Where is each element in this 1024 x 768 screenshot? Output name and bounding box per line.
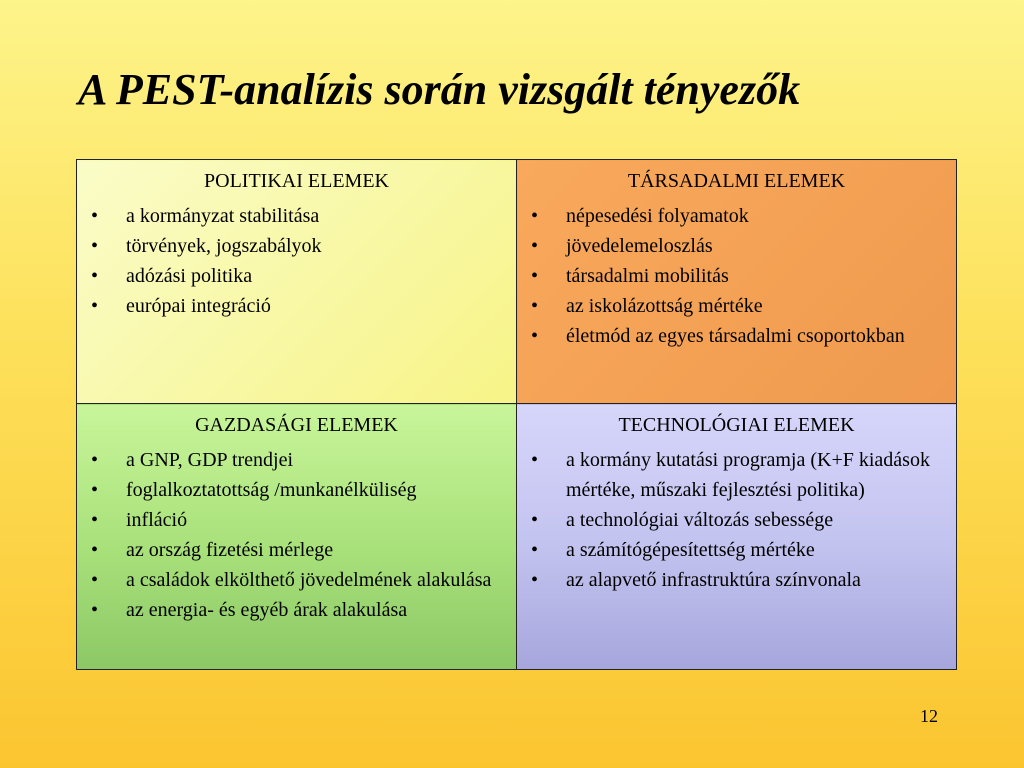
list-item: [85, 535, 508, 565]
list-item-text: jövedelemeloszlás: [566, 235, 713, 257]
list-item: [85, 505, 508, 535]
list-item-text: a számítógépesítettség mértéke: [566, 539, 815, 561]
bullet-icon: •: [91, 205, 99, 227]
list-item: [525, 565, 948, 595]
bullet-icon: •: [91, 295, 99, 317]
list-item: [85, 595, 508, 625]
list-item-text: a kormány kutatási programja (K+F kiadások mértéke, műszaki fejlesztési politika): [566, 449, 930, 501]
bullet-icon: •: [91, 449, 99, 471]
bullet-icon: •: [91, 599, 99, 621]
economic-factors-heading: GAZDASÁGI ELEMEK: [195, 414, 398, 436]
list-item-text: európai integráció: [126, 295, 271, 317]
list-item: [525, 261, 948, 291]
bullet-icon: •: [531, 205, 539, 227]
bullet-icon: •: [531, 539, 539, 561]
bullet-icon: •: [531, 265, 539, 287]
list-item-text: adózási politika: [126, 265, 253, 287]
list-item-text: a technológiai változás sebessége: [566, 509, 834, 531]
political-factors-heading: POLITIKAI ELEMEK: [204, 170, 389, 192]
list-item-text: a GNP, GDP trendjei: [126, 449, 294, 471]
political-factors-cell: [77, 160, 517, 404]
bullet-icon: •: [91, 479, 99, 501]
list-item-text: a kormányzat stabilitása: [126, 205, 320, 227]
economic-factors-list: [85, 445, 508, 625]
bullet-icon: •: [91, 265, 99, 287]
list-item-text: az iskolázottság mértéke: [566, 295, 763, 317]
list-item: [85, 261, 508, 291]
list-item: [525, 505, 948, 535]
bullet-icon: •: [531, 449, 539, 471]
list-item-text: a családok elkölthető jövedelmének alakulása: [126, 569, 492, 591]
technological-factors-cell: [517, 404, 957, 670]
list-item-text: az alapvető infrastruktúra színvonala: [566, 569, 861, 591]
list-item: [85, 445, 508, 475]
bullet-icon: •: [91, 235, 99, 257]
slide-title: A PEST-analízis során vizsgált tényezők: [78, 65, 801, 114]
list-item: [85, 231, 508, 261]
page-number: 12: [920, 706, 938, 726]
bullet-icon: •: [531, 325, 539, 347]
bullet-icon: •: [531, 509, 539, 531]
pest-analysis-table: [76, 159, 957, 670]
bullet-icon: •: [531, 295, 539, 317]
bullet-icon: •: [91, 509, 99, 531]
technological-factors-heading: TECHNOLÓGIAI ELEMEK: [618, 414, 855, 436]
social-factors-list: [525, 201, 948, 351]
list-item: [85, 201, 508, 231]
table-row: [77, 160, 957, 404]
list-item-text: társadalmi mobilitás: [566, 265, 729, 287]
list-item-text: törvények, jogszabályok: [126, 235, 322, 257]
social-factors-cell: [517, 160, 957, 404]
list-item: [525, 535, 948, 565]
bullet-icon: •: [91, 569, 99, 591]
bullet-icon: •: [531, 569, 539, 591]
bullet-icon: •: [531, 235, 539, 257]
economic-factors-cell: [77, 404, 517, 670]
list-item: [85, 565, 508, 595]
list-item-text: infláció: [126, 509, 188, 531]
list-item-text: népesedési folyamatok: [566, 205, 749, 227]
list-item-text: életmód az egyes társadalmi csoportokban: [566, 325, 905, 347]
list-item-text: az energia- és egyéb árak alakulása: [126, 599, 408, 621]
political-factors-list: [85, 201, 508, 321]
list-item: [525, 291, 948, 321]
bullet-icon: •: [91, 539, 99, 561]
list-item: [525, 321, 948, 351]
list-item-text: foglalkoztatottság /munkanélküliség: [126, 479, 417, 501]
list-item-text: az ország fizetési mérlege: [126, 539, 334, 561]
list-item: [85, 475, 508, 505]
list-item: [85, 291, 508, 321]
table-row: [77, 404, 957, 670]
list-item: [525, 201, 948, 231]
technological-factors-list: [525, 445, 948, 595]
list-item: [525, 445, 948, 505]
list-item: [525, 231, 948, 261]
social-factors-heading: TÁRSADALMI ELEMEK: [627, 170, 846, 192]
